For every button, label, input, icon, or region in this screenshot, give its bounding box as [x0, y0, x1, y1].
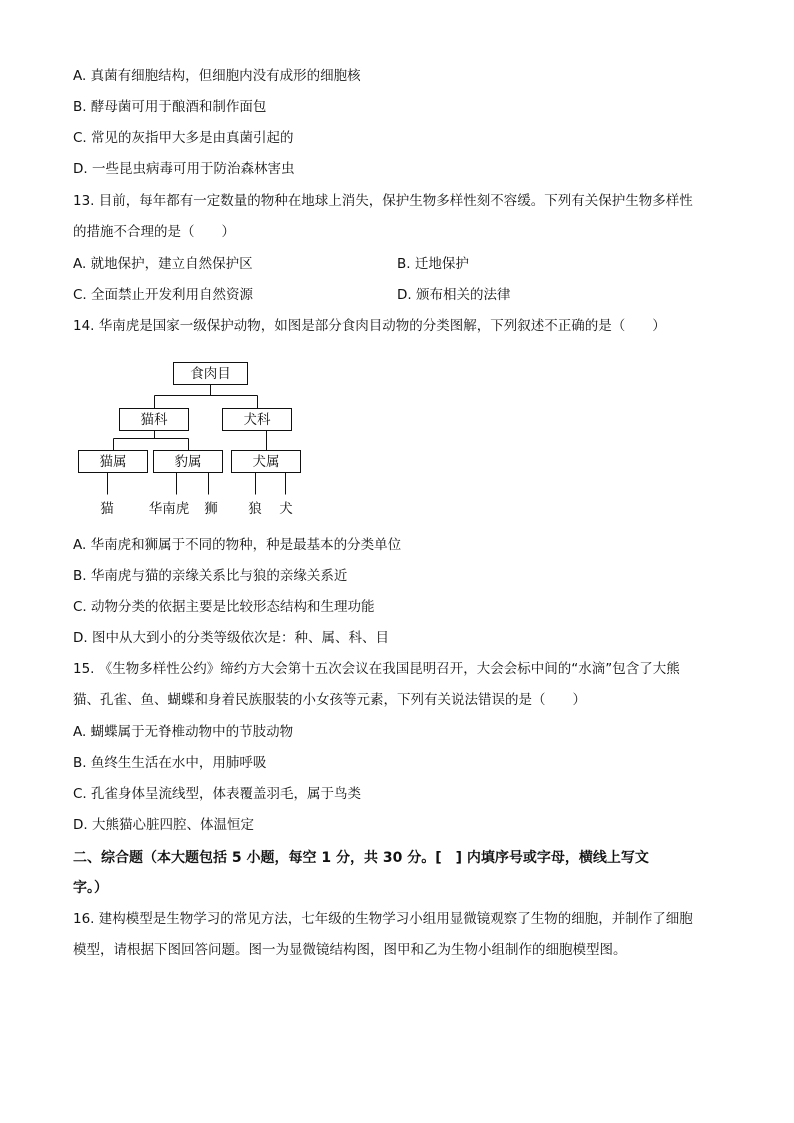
q13-option-a: A. 就地保护，建立自然保护区 [73, 256, 253, 272]
q13-option-c: C. 全面禁止开发利用自然资源 [73, 287, 254, 303]
q12-option-b: B. 酵母菌可用于酿酒和制作面包 [73, 99, 267, 115]
genus-label-felis: 猫属 [99, 454, 127, 470]
family-label-canidae: 犬科 [243, 412, 271, 428]
q16-stem-line2: 模型，请根据下图回答问题。图一为显微镜结构图，图甲和乙为生物小组制作的细胞模型图。 [73, 942, 627, 958]
q12-option-d: D. 一些昆虫病毒可用于防治森林害虫 [73, 161, 295, 177]
species-label-cat: 猫 [100, 501, 114, 517]
q14-option-b: B. 华南虎与猫的亲缘关系比与狼的亲缘关系近 [73, 568, 348, 584]
section2-heading-line1: 二、综合题（本大题包括 5 小题，每空 1 分，共 30 分。[ ] 内填序号或字母，横线上写文 [73, 850, 649, 866]
species-label-lion: 狮 [204, 501, 218, 517]
q14-option-c: C. 动物分类的依据主要是比较形态结构和生理功能 [73, 599, 375, 615]
q15-option-a: A. 蝴蝶属于无脊椎动物中的节肢动物 [73, 724, 294, 740]
q13-option-b: B. 迁地保护 [397, 256, 469, 272]
q15-option-d: D. 大熊猫心脏四腔、体温恒定 [73, 817, 254, 833]
section2-heading-line2: 字。） [73, 880, 108, 896]
q14-option-d: D. 图中从大到小的分类等级依次是：种、属、科、目 [73, 630, 389, 646]
classification-diagram [74, 358, 306, 524]
order-label: 食肉目 [190, 366, 231, 382]
genus-label-panthera: 豹属 [174, 454, 202, 470]
q15-option-b: B. 鱼终生生活在水中，用肺呼吸 [73, 755, 267, 771]
q15-stem-line1: 15. 《生物多样性公约》缔约方大会第十五次会议在我国昆明召开，大会会标中间的“水滴”包含了大熊 [73, 661, 680, 677]
species-label-south-china-tiger: 华南虎 [148, 501, 190, 517]
q13-stem-line2: 的措施不合理的是（ ） [73, 224, 235, 240]
family-label-felidae: 猫科 [140, 412, 168, 428]
q12-option-c: C. 常见的灰指甲大多是由真菌引起的 [73, 130, 294, 146]
q15-option-c: C. 孔雀身体呈流线型，体表覆盖羽毛，属于鸟类 [73, 786, 362, 802]
q12-option-a: A. 真菌有细胞结构，但细胞内没有成形的细胞核 [73, 68, 361, 84]
q16-stem-line1: 16. 建构模型是生物学习的常见方法，七年级的生物学习小组用显微镜观察了生物的细胞，并制作了细胞 [73, 911, 693, 927]
q14-stem: 14. 华南虎是国家一级保护动物，如图是部分食肉目动物的分类图解，下列叙述不正确的是（ ） [73, 318, 666, 334]
species-label-dog: 犬 [279, 501, 293, 517]
q15-stem-line2: 猫、孔雀、鱼、蝴蝶和身着民族服装的小女孩等元素，下列有关说法错误的是（ ） [73, 692, 586, 708]
q14-option-a: A. 华南虎和狮属于不同的物种，种是最基本的分类单位 [73, 537, 402, 553]
q13-stem-line1: 13. 目前，每年都有一定数量的物种在地球上消失，保护生物多样性刻不容缓。下列有关保护生物多样性 [73, 193, 693, 209]
species-label-wolf: 狼 [248, 501, 262, 517]
genus-label-canis: 犬属 [252, 454, 280, 470]
q13-option-d: D. 颁布相关的法律 [397, 287, 511, 303]
